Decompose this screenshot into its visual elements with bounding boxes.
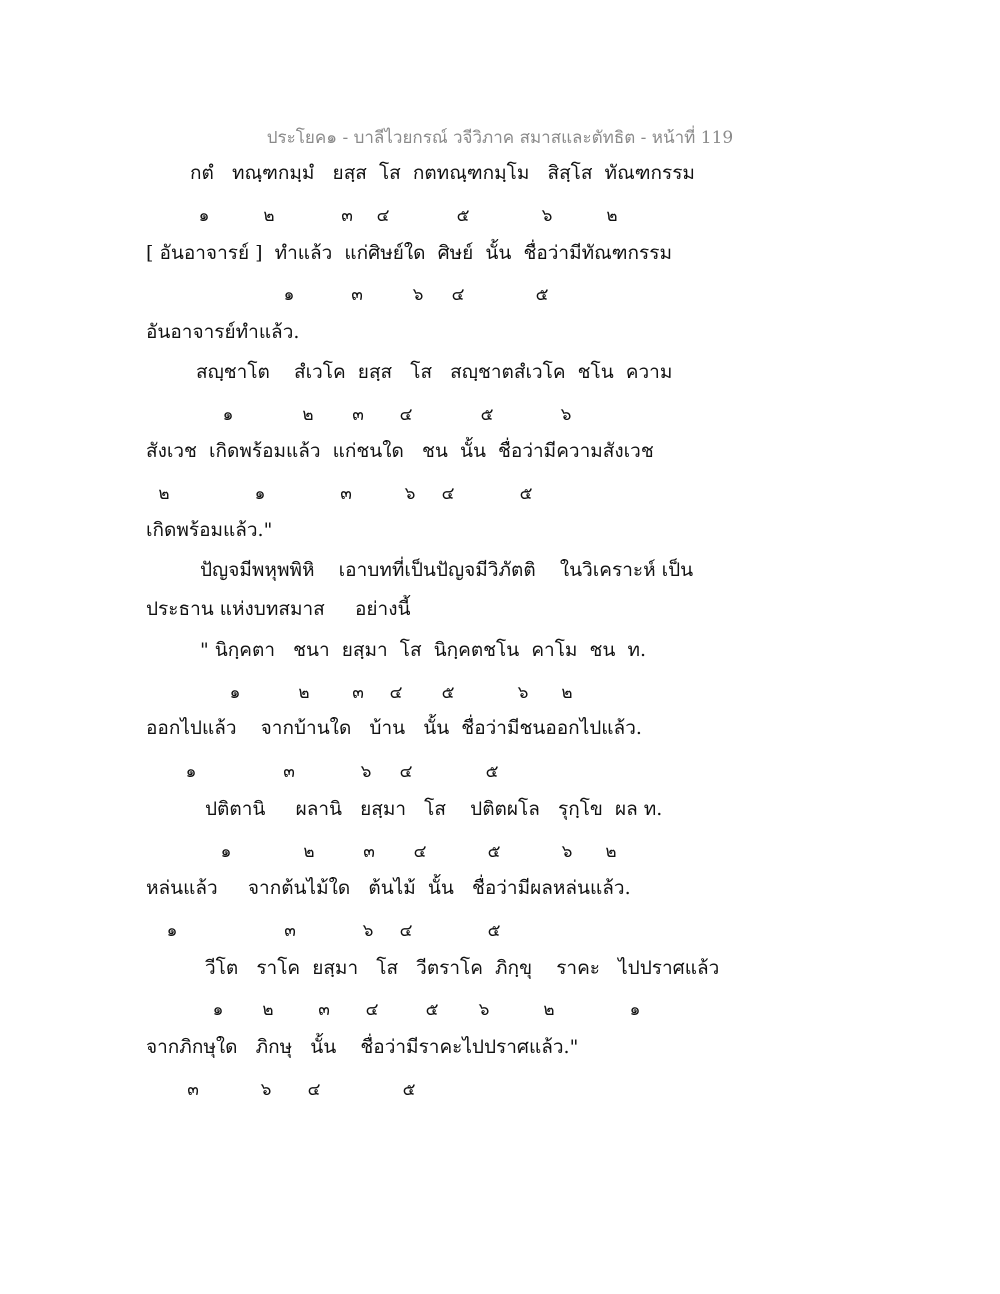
order-numeral: ๒ — [298, 683, 310, 703]
text-line: จากภิกษุใด ภิกษุ นั้น ชื่อว่ามีราคะไปปราศแล้ว." — [146, 1036, 579, 1058]
order-numeral: ๖ — [362, 921, 374, 941]
order-numeral: ๔ — [365, 1000, 379, 1020]
order-numeral: ๒ — [561, 683, 573, 703]
text-line: เกิดพร้อมแล้ว." — [146, 519, 273, 541]
order-numeral: ๖ — [404, 484, 416, 504]
order-numeral: ๓ — [363, 842, 375, 862]
order-numeral: ๒ — [263, 206, 275, 226]
order-numeral: ๓ — [341, 206, 353, 226]
order-numeral: ๑ — [166, 921, 178, 941]
order-numeral: ๕ — [480, 405, 494, 425]
order-numeral: ๔ — [307, 1080, 321, 1100]
order-numeral: ๓ — [283, 762, 295, 782]
order-numeral: ๑ — [222, 405, 234, 425]
text-line: " นิกฺคตา ชนา ยสฺมา โส นิกฺคตชโน คาโม ชน ท. — [200, 639, 647, 661]
order-numeral: ๓ — [352, 405, 364, 425]
order-numeral: ๑ — [220, 842, 232, 862]
text-line: สญฺชาโต สํเวโค ยสฺส โส สญฺชาตสํเวโค ชโน ความ — [196, 361, 673, 383]
text-line: ประธาน แห่งบทสมาส อย่างนี้ — [146, 598, 411, 620]
order-numeral: ๕ — [487, 921, 501, 941]
text-line: กตํ ทณฺฑกมฺมํ ยสฺส โส กตทณฺฑกมฺโม สิสฺโส ทัณฑกรรม — [190, 162, 695, 184]
order-numeral: ๖ — [560, 405, 572, 425]
order-numeral: ๖ — [561, 842, 573, 862]
text-line: ปติตานิ ผลานิ ยสฺมา โส ปติตผโล รุกฺโข ผล ท. — [205, 798, 663, 820]
order-numeral: ๖ — [412, 285, 424, 305]
order-numeral: ๔ — [399, 921, 413, 941]
order-numeral: ๔ — [441, 484, 455, 504]
order-numeral: ๖ — [541, 206, 553, 226]
order-numeral: ๔ — [451, 285, 465, 305]
order-numeral: ๔ — [413, 842, 427, 862]
order-numeral: ๓ — [351, 285, 363, 305]
order-numeral: ๑ — [185, 762, 197, 782]
order-numeral: ๔ — [399, 405, 413, 425]
order-numeral: ๓ — [187, 1080, 199, 1100]
order-numeral: ๓ — [352, 683, 364, 703]
text-line: ปัญจมีพหุพพิหิ เอาบทที่เป็นปัญจมีวิภัตติ ในวิเคราะห์ เป็น — [200, 559, 694, 581]
order-numeral: ๑ — [212, 1000, 224, 1020]
text-line: หล่นแล้ว จากต้นไม้ใด ต้นไม้ นั้น ชื่อว่ามีผลหล่นแล้ว. — [146, 877, 631, 899]
order-numeral: ๓ — [318, 1000, 330, 1020]
order-numeral: ๑ — [198, 206, 210, 226]
order-numeral: ๔ — [399, 762, 413, 782]
order-numeral: ๓ — [284, 921, 296, 941]
order-numeral: ๕ — [487, 842, 501, 862]
order-numeral: ๒ — [543, 1000, 555, 1020]
order-numeral: ๑ — [229, 683, 241, 703]
order-numeral: ๒ — [262, 1000, 274, 1020]
order-numeral: ๒ — [606, 206, 618, 226]
order-numeral: ๕ — [425, 1000, 439, 1020]
order-numeral: ๕ — [456, 206, 470, 226]
order-numeral: ๔ — [376, 206, 390, 226]
text-line: ออกไปแล้ว จากบ้านใด บ้าน นั้น ชื่อว่ามีชนออกไปแล้ว. — [146, 717, 642, 739]
order-numeral: ๑ — [283, 285, 295, 305]
order-numeral: ๔ — [389, 683, 403, 703]
order-numeral: ๕ — [441, 683, 455, 703]
order-numeral: ๓ — [340, 484, 352, 504]
order-numeral: ๒ — [158, 484, 170, 504]
order-numeral: ๑ — [254, 484, 266, 504]
order-numeral: ๕ — [519, 484, 533, 504]
order-numeral: ๒ — [303, 842, 315, 862]
order-numeral: ๒ — [605, 842, 617, 862]
text-line: สังเวช เกิดพร้อมแล้ว แก่ชนใด ชน นั้น ชื่อว่ามีความสังเวช — [146, 440, 654, 462]
order-numeral: ๕ — [402, 1080, 416, 1100]
order-numeral: ๕ — [485, 762, 499, 782]
order-numeral: ๒ — [302, 405, 314, 425]
order-numeral: ๖ — [260, 1080, 272, 1100]
order-numeral: ๖ — [478, 1000, 490, 1020]
text-line: วีโต ราโค ยสฺมา โส วีตราโค ภิกฺขุ ราคะ ไปปราศแล้ว — [205, 957, 720, 979]
order-numeral: ๑ — [629, 1000, 641, 1020]
order-numeral: ๕ — [535, 285, 549, 305]
text-line: [ อันอาจารย์ ] ทำแล้ว แก่ศิษย์ใด ศิษย์ นั้น ชื่อว่ามีทัณฑกรรม — [146, 242, 672, 264]
page-header: ประโยค๑ - บาลีไวยกรณ์ วจีวิภาค สมาสและตัทธิต - หน้าที่ 119 — [266, 128, 734, 148]
text-line: อันอาจารย์ทำแล้ว. — [146, 321, 300, 343]
order-numeral: ๖ — [517, 683, 529, 703]
order-numeral: ๖ — [360, 762, 372, 782]
